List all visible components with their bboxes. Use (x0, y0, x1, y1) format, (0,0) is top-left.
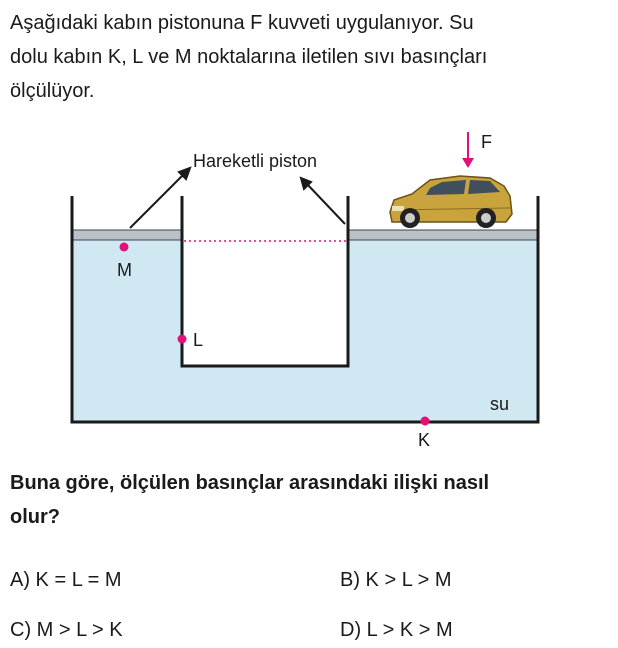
point-m-label: M (117, 260, 132, 280)
point-l-marker (178, 335, 187, 344)
car-icon (390, 176, 512, 228)
point-k-label: K (418, 430, 431, 450)
question-line-3: ölçülüyor. (10, 80, 95, 102)
sub-question-line-1: Buna göre, ölçülen basınçlar arasındaki ilişki nasıl (10, 472, 490, 494)
force-label: F (481, 132, 492, 152)
sub-question (10, 466, 608, 534)
piston-label: Hareketli piston (193, 151, 318, 171)
liquid-label: su (490, 394, 510, 414)
option-a[interactable]: A) K = L = M (10, 569, 122, 591)
option-c[interactable]: C) M > L > K (10, 619, 123, 641)
container-diagram (0, 120, 618, 460)
point-l-label: L (193, 330, 204, 350)
question-text (10, 6, 608, 108)
left-piston (72, 230, 182, 240)
force-arrow (462, 132, 474, 168)
point-m-marker (120, 243, 129, 252)
sub-question-line-2: olur? (10, 506, 60, 528)
piston-pointer-arrows (130, 168, 345, 228)
question-line-1: Aşağıdaki kabın pistonuna F kuvveti uygulanıyor. Su (10, 12, 474, 34)
right-piston (348, 230, 538, 240)
option-d[interactable]: D) L > K > M (340, 619, 453, 641)
point-k-marker (421, 417, 430, 426)
water-right (348, 240, 538, 422)
question-line-2: dolu kabın K, L ve M noktalarına iletilen sıvı basınçları (10, 46, 488, 68)
option-b[interactable]: B) K > L > M (340, 569, 452, 591)
